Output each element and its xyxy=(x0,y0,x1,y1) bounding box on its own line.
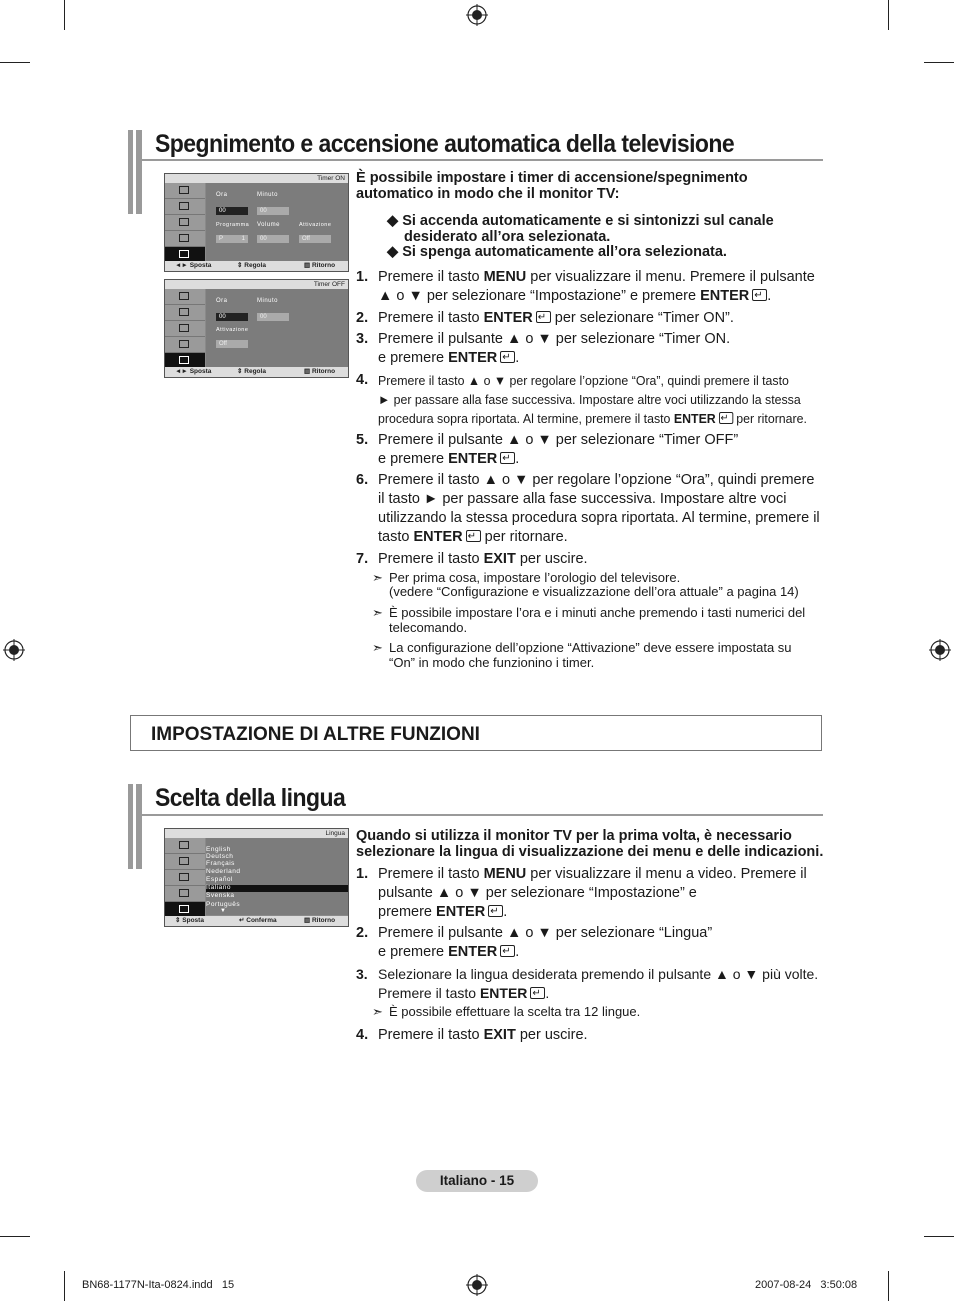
enter-icon xyxy=(500,351,515,363)
lang-item: Deutsch xyxy=(206,853,234,860)
registration-mark-icon xyxy=(466,1274,488,1296)
sound-icon xyxy=(165,321,205,337)
field-attivazione: Off xyxy=(216,340,248,348)
footer-ritorno: ▥ Ritorno xyxy=(304,917,336,924)
intro-line: selezionare la lingua di visualizzazione dei menu e delle indicazioni. xyxy=(356,844,824,860)
enter-icon xyxy=(466,530,481,542)
channel-icon xyxy=(165,337,205,353)
label-volume: Volume xyxy=(257,222,281,228)
intro-line: Quando si utilizza il monitor TV per la prima volta, è necessario xyxy=(356,828,792,844)
label-minuto: Minuto xyxy=(257,298,279,304)
crop-mark xyxy=(0,1236,30,1237)
crop-mark xyxy=(888,1271,889,1301)
step: 1. Premere il tasto MENU per visualizzare il menu a video. Premere il pulsante ▲ o ▼ per selezionare “Impostazione” e premere ENTER↵ . xyxy=(356,865,826,923)
label-ora: Ora xyxy=(216,192,228,198)
field-programma-p: P xyxy=(219,236,224,242)
crop-mark xyxy=(0,62,30,63)
footer-ritorno: ▥ Ritorno xyxy=(304,262,336,269)
lang-item: Français xyxy=(206,860,235,867)
step: 3. Selezionare la lingua desiderata premendo il pulsante ▲ o ▼ più volte. Premere il tasto ENTER↵ . xyxy=(356,965,826,1005)
lang-item: English xyxy=(206,846,231,853)
channel-icon xyxy=(165,886,205,902)
registration-mark-icon xyxy=(929,639,951,661)
lang-item-selected: Italiano xyxy=(206,884,231,891)
antenna-icon xyxy=(165,838,205,854)
print-datetime: 2007-08-24 3:50:08 xyxy=(755,1279,858,1291)
crop-mark xyxy=(888,0,889,30)
crop-mark xyxy=(64,0,65,30)
section-title: Scelta della lingua xyxy=(155,784,346,812)
bullet-item-cont: desiderato all’ora selezionata. xyxy=(404,229,611,245)
crop-mark xyxy=(924,62,954,63)
picture-icon xyxy=(165,854,205,870)
lang-item: Español xyxy=(206,876,233,883)
file-name: BN68-1177N-Ita-0824.indd 15 xyxy=(82,1279,235,1291)
step: 6. Premere il tasto ▲ o ▼ per regolare l’opzione “Ora”, quindi premere il tasto ► per passare alla fase successiva. Impostare altre voci utilizzando la stessa procedura sopra riportata. Al termine, premere il tasto ENTER↵ per ritornare. xyxy=(356,471,826,549)
channel-icon xyxy=(165,231,205,247)
enter-icon xyxy=(500,452,515,464)
page-number-badge: Italiano - 15 xyxy=(416,1170,538,1192)
subsection-title: IMPOSTAZIONE DI ALTRE FUNZIONI xyxy=(151,724,480,745)
picture-icon xyxy=(165,305,205,321)
antenna-icon xyxy=(165,183,205,199)
enter-icon xyxy=(752,289,767,301)
field-programma xyxy=(216,235,248,243)
lang-item: Svenska xyxy=(206,892,235,899)
footer-sposta: ◄► Sposta xyxy=(175,262,212,269)
step: 4. Premere il tasto ▲ o ▼ per regolare l’opzione “Ora”, quindi premere il tasto ► per passare alla fase successiva. Impostare altre voci utilizzando la stessa procedura sopra riportata. Al termine, premere il tasto ENTER↵ per ritornare. xyxy=(356,371,826,429)
osd-header: Lingua xyxy=(325,830,345,837)
subsection-box xyxy=(130,715,822,751)
label-ora: Ora xyxy=(216,298,228,304)
label-minuto: Minuto xyxy=(257,192,279,198)
footer-sposta: ◄► Sposta xyxy=(175,368,212,375)
osd-header: Timer ON xyxy=(317,175,345,182)
section-rule xyxy=(142,159,823,161)
label-attivazione: Attivazione xyxy=(299,222,332,228)
footer-regola: ⇕ Regola xyxy=(237,262,266,269)
field-ora: 00 xyxy=(216,313,248,321)
step: 3. Premere il pulsante ▲ o ▼ per selezionare “Timer ON. e premere ENTER↵ . xyxy=(356,330,826,370)
section-title: Spegnimento e accensione automatica della televisione xyxy=(155,130,735,158)
field-minuto: 00 xyxy=(257,313,289,321)
crop-mark xyxy=(924,1236,954,1237)
intro-line: automatico in modo che il monitor TV: xyxy=(356,186,620,202)
footer-sposta: ⇕ Sposta xyxy=(175,917,204,924)
lang-item: Português xyxy=(206,901,241,908)
crop-mark xyxy=(64,1271,65,1301)
step: 1. Premere il tasto MENU per visualizzare il menu. Premere il pulsante ▲ o ▼ per selezionare “Impostazione” e premere ENTER↵ . xyxy=(356,268,826,308)
registration-mark-icon xyxy=(3,639,25,661)
sound-icon xyxy=(165,870,205,886)
section-rule xyxy=(142,814,823,816)
scroll-down-icon: ▼ xyxy=(220,908,227,914)
osd-timer-on xyxy=(164,173,349,272)
footer-conferma: ↵ Conferma xyxy=(239,917,277,924)
step: 7. Premere il tasto EXIT per uscire. xyxy=(356,551,588,567)
step: 2. Premere il pulsante ▲ o ▼ per selezionare “Lingua” e premere ENTER↵ . xyxy=(356,924,826,964)
field-volume: 00 xyxy=(257,235,289,243)
osd-lingua xyxy=(164,828,349,927)
step: 5. Premere il pulsante ▲ o ▼ per selezionare “Timer OFF” e premere ENTER↵ . xyxy=(356,431,826,471)
field-minuto: 00 xyxy=(257,207,289,215)
sound-icon xyxy=(165,215,205,231)
field-ora: 00 xyxy=(216,207,248,215)
intro-line: È possibile impostare i timer di accensione/spegnimento xyxy=(356,170,748,186)
antenna-icon xyxy=(165,289,205,305)
field-programma-n: 1 xyxy=(241,236,245,242)
section-bar xyxy=(128,784,142,869)
bullet-item: ◆ Si spenga automaticamente all’ora selezionata. xyxy=(387,244,727,260)
lang-item: Nederland xyxy=(206,868,241,875)
registration-mark-icon xyxy=(466,4,488,26)
step: 4. Premere il tasto EXIT per uscire. xyxy=(356,1027,588,1043)
step: 2. Premere il tasto ENTER↵ per selezionare “Timer ON”. xyxy=(356,309,826,329)
osd-header: Timer OFF xyxy=(313,281,345,288)
enter-icon xyxy=(488,905,503,917)
label-attivazione: Attivazione xyxy=(216,327,249,333)
footer-regola: ⇕ Regola xyxy=(237,368,266,375)
footer-ritorno: ▥ Ritorno xyxy=(304,368,336,375)
enter-icon xyxy=(719,412,733,424)
field-attivazione: Off xyxy=(299,235,331,243)
picture-icon xyxy=(165,199,205,215)
osd-timer-off xyxy=(164,279,349,378)
enter-icon xyxy=(530,987,545,999)
section-bar xyxy=(128,130,142,214)
label-programma: Programma xyxy=(216,222,250,228)
enter-icon xyxy=(500,945,515,957)
enter-icon xyxy=(536,311,551,323)
bullet-item: ◆ Si accenda automaticamente e si sintonizzi sul canale xyxy=(387,213,774,229)
